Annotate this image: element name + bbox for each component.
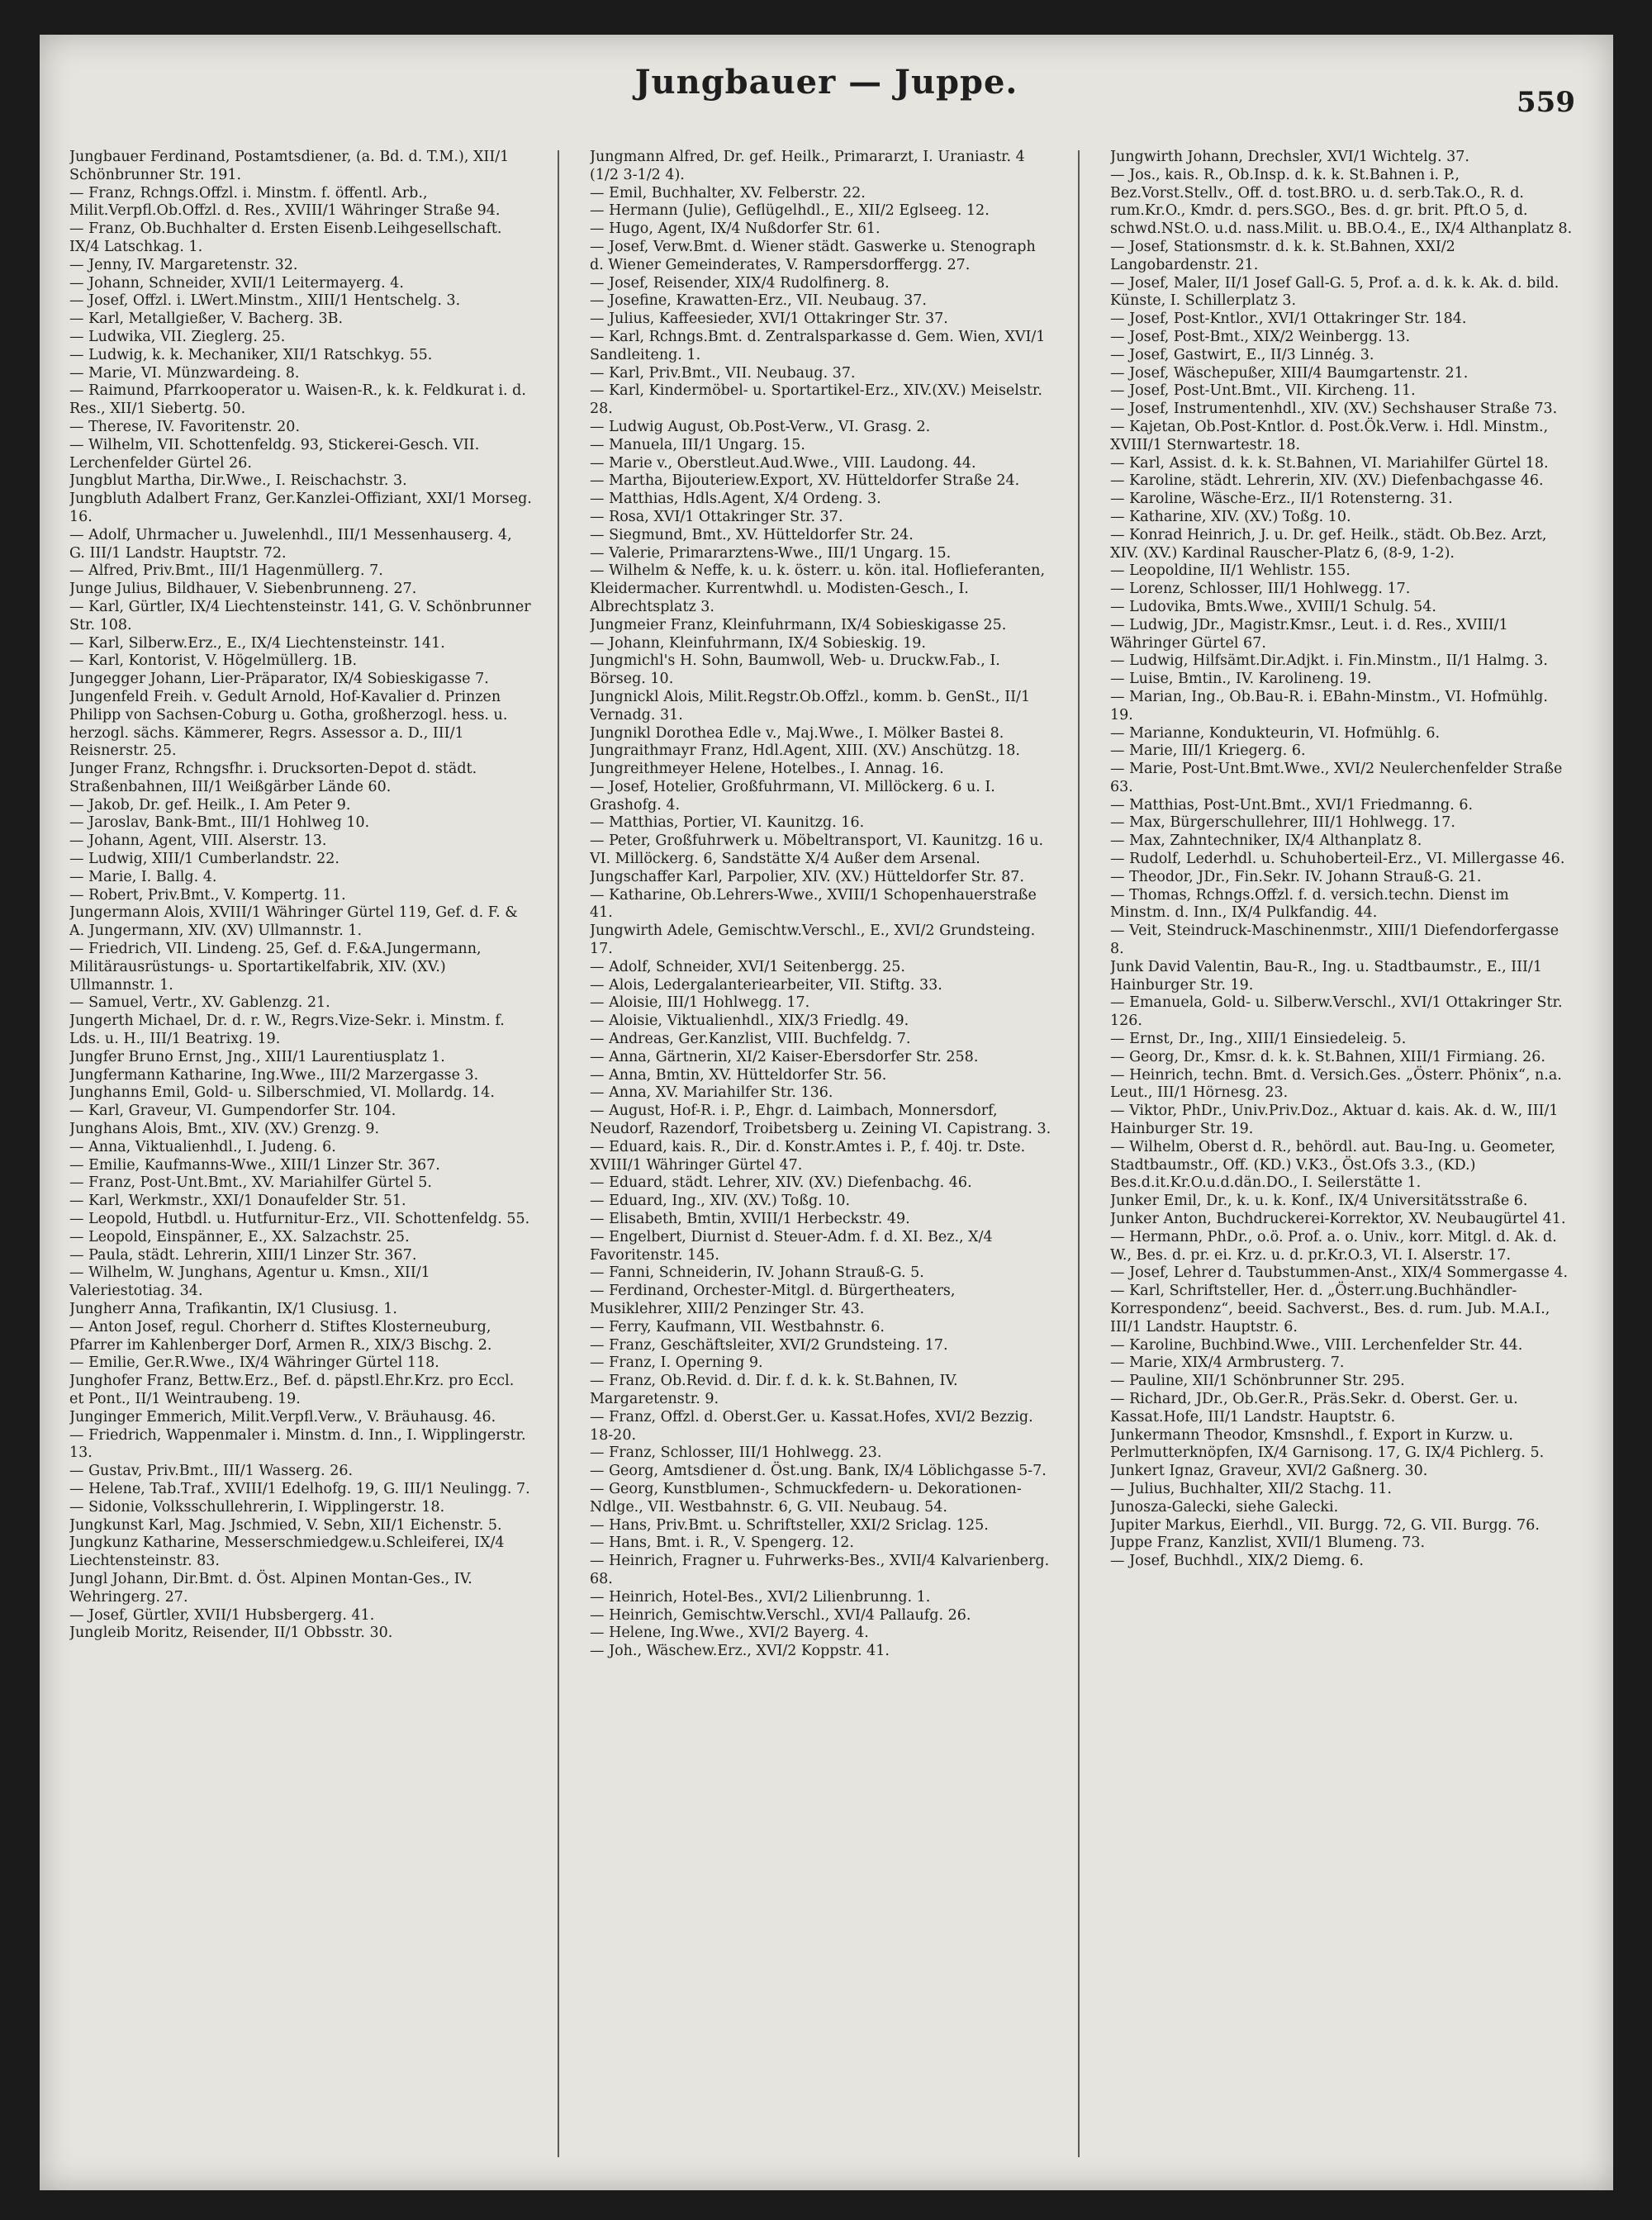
directory-entry: — Jakob, Dr. gef. Heilk., I. Am Peter 9. (69, 796, 351, 814)
directory-entry: — Anna, XV. Mariahilfer Str. 136. (590, 1084, 833, 1102)
directory-entry: — Franz, Post-Unt.Bmt., XV. Mariahilfer Gürtel 5. (69, 1174, 432, 1192)
directory-entry: — Julius, Buchhalter, XII/2 Stachg. 11. (1110, 1480, 1392, 1497)
directory-entry: Jungfer Bruno Ernst, Jng., XIII/1 Laurentiusplatz 1. (69, 1048, 445, 1065)
directory-entry: — Franz, Offzl. d. Oberst.Ger. u. Kassat.Hofes, XVI/2 Bezzig. 18-20. (590, 1408, 1033, 1444)
directory-entry: — Karl, Werkmstr., XXI/1 Donaufelder Str. 51. (69, 1193, 406, 1210)
directory-entry: — Julius, Kaffeesieder, XVI/1 Ottakringer Str. 37. (590, 311, 948, 328)
column-2 (590, 149, 1052, 2164)
directory-entry: — Veit, Steindruck-Maschinenmstr., XIII/1 Diefendorfergasse 8. (1110, 923, 1559, 958)
column-3 (1110, 149, 1573, 2164)
column-rule (558, 150, 559, 2157)
directory-entry: — Adolf, Schneider, XVI/1 Seitenbergg. 25. (590, 958, 905, 975)
directory-entry: — Franz, Schlosser, III/1 Hohlwegg. 23. (590, 1444, 882, 1462)
directory-entry: Junosza-Galecki, siehe Galecki. (1110, 1498, 1339, 1516)
directory-entry: — Josef, Buchhdl., XIX/2 Diemg. 6. (1110, 1553, 1364, 1570)
directory-entry: Junkermann Theodor, Kmsnshdl., f. Export in Kurzw. u. Perlmutterknöpfen, IX/4 Garnisong. 17, G. IX/4 Pichlerg. 5. (1110, 1426, 1545, 1462)
directory-entry: Jungwirth Johann, Drechsler, XVI/1 Wichtelg. 37. (1110, 149, 1469, 165)
directory-entry: — Josef, Lehrer d. Taubstummen-Anst., XIX/4 Sommergasse 4. (1110, 1264, 1569, 1282)
directory-entry: — Adolf, Uhrmacher u. Juwelenhdl., III/1 Messenhauserg. 4, G. III/1 Landstr. Hauptstr. 72. (69, 526, 512, 562)
directory-entry: — Andreas, Ger.Kanzlist, VIII. Buchfeldg. 7. (590, 1031, 911, 1048)
directory-entry: Juppe Franz, Kanzlist, XVII/1 Blumeng. 73. (1110, 1535, 1426, 1552)
directory-entry: — Ludwig, Hilfsämt.Dir.Adjkt. i. Fin.Minstm., II/1 Halmg. 3. (1110, 652, 1548, 670)
directory-entry: — Josef, Verw.Bmt. d. Wiener städt. Gaswerke u. Stenograph d. Wiener Gemeinderates, V. Rampersdorffergg. 27. (590, 238, 1036, 273)
directory-entry: — Viktor, PhDr., Univ.Priv.Doz., Aktuar d. kais. Ak. d. W., III/1 Hainburger Str. 19. (1110, 1103, 1559, 1138)
directory-entry: — Leopold, Einspänner, E., XX. Salzachstr. 25. (69, 1228, 410, 1245)
directory-entry: Junkert Ignaz, Graveur, XVI/2 Gaßnerg. 30. (1110, 1463, 1428, 1480)
directory-entry: — Karl, Metallgießer, V. Bacherg. 3B. (69, 311, 344, 328)
directory-entry: — Josefine, Krawatten-Erz., VII. Neubaug. 37. (590, 292, 927, 310)
directory-entry: — Max, Zahntechniker, IX/4 Althanplatz 8. (1110, 832, 1422, 850)
directory-entry: Jungwirth Adele, Gemischtw.Verschl., E., XVI/2 Grundsteing. 17. (590, 923, 1036, 958)
directory-entry: Jungermann Alois, XVIII/1 Währinger Gürtel 119, Gef. d. F. & A. Jungermann, XIV. (XV) Ullmannstr. 1. (69, 904, 518, 940)
directory-entry: — Wilhelm, W. Junghans, Agentur u. Kmsn., XII/1 Valeriestotiag. 34. (69, 1264, 430, 1300)
directory-entry: Jungreithmeyer Helene, Hotelbes., I. Annag. 16. (590, 761, 944, 778)
directory-entry: — Jenny, IV. Margaretenstr. 32. (69, 256, 298, 273)
directory-entry: — Matthias, Hdls.Agent, X/4 Ordeng. 3. (590, 491, 881, 508)
directory-entry: — Marie, Post-Unt.Bmt.Wwe., XVI/2 Neulerchenfelder Straße 63. (1110, 761, 1563, 795)
directory-entry: Junger Franz, Rchngsfhr. i. Drucksorten-Depot d. städt. Straßenbahnen, III/1 Weißgärber Lände 60. (69, 761, 477, 795)
directory-entry: — Franz, Geschäftsleiter, XVI/2 Grundsteing. 17. (590, 1336, 948, 1354)
directory-entry: — Anna, Gärtnerin, XI/2 Kaiser-Ebersdorfer Str. 258. (590, 1048, 979, 1065)
directory-entry: — Marie, III/1 Kriegerg. 6. (1110, 742, 1306, 760)
directory-entry: — Heinrich, Gemischtw.Verschl., XVI/4 Pallaufg. 26. (590, 1606, 971, 1624)
directory-entry: — Franz, Ob.Buchhalter d. Ersten Eisenb.Leihgesellschaft. IX/4 Latschkag. 1. (69, 221, 502, 255)
page-header: Jungbauer — Juppe. (634, 63, 1018, 102)
directory-entry: — Ernst, Dr., Ing., XIII/1 Einsiedeleig. 5. (1110, 1031, 1407, 1048)
directory-entry: — Leopoldine, II/1 Wehlistr. 155. (1110, 562, 1351, 580)
directory-entry: — Johann, Schneider, XVII/1 Leitermayerg. 4. (69, 274, 404, 292)
directory-entry: — Leopold, Hutbdl. u. Hutfurnitur-Erz., VII. Schottenfeldg. 55. (69, 1211, 530, 1228)
directory-entry: — Josef, Reisender, XIX/4 Rudolfinerg. 8. (590, 274, 890, 292)
directory-entry: — Heinrich, techn. Bmt. d. Versich.Ges. „Österr. Phönix“, n.a. Leut., III/1 Hörnesg. 23. (1110, 1066, 1562, 1102)
directory-entry: — Karoline, Buchbind.Wwe., VIII. Lerchenfelder Str. 44. (1110, 1336, 1523, 1354)
directory-entry: — Siegmund, Bmt., XV. Hütteldorfer Str. 24. (590, 526, 914, 543)
directory-entry: — Heinrich, Hotel-Bes., XVI/2 Lilienbrunng. 1. (590, 1588, 931, 1606)
directory-entry: Jungbluth Adalbert Franz, Ger.Kanzlei-Offiziant, XXI/1 Morseg. 16. (69, 491, 532, 525)
directory-entry: — Marie, VI. Münzwardeing. 8. (69, 364, 300, 382)
directory-entry: Junginger Emmerich, Milit.Verpfl.Verw., V. Bräuhausg. 46. (69, 1408, 496, 1425)
directory-entry: — Josef, Post-Unt.Bmt., VII. Kircheng. 11. (1110, 382, 1416, 400)
directory-entry: — Luise, Bmtin., IV. Karolineng. 19. (1110, 671, 1372, 688)
directory-entry: — Karoline, städt. Lehrerin, XIV. (XV.) Diefenbachgasse 46. (1110, 472, 1544, 490)
directory-entry: — Max, Bürgerschullehrer, III/1 Hohlwegg. 17. (1110, 814, 1455, 832)
directory-entry: Jungkunz Katharine, Messerschmiedgew.u.Schleiferei, IX/4 Liechtensteinstr. 83. (69, 1535, 505, 1570)
directory-entry: Jungl Johann, Dir.Bmt. d. Öst. Alpinen Montan-Ges., IV. Wehringerg. 27. (69, 1570, 472, 1606)
directory-entry: — Anton Josef, regul. Chorherr d. Stiftes Klosterneuburg, Pfarrer im Kahlenberger Dorf, Armen R., XIX/3 Bischg. 2. (69, 1318, 492, 1354)
directory-entry: — Katharine, Ob.Lehrers-Wwe., XVIII/1 Schopenhauerstraße 41. (590, 886, 1037, 922)
directory-entry: — Kajetan, Ob.Post-Kntlor. d. Post.Ök.Verw. i. Hdl. Minstm., XVIII/1 Sternwartestr. 18. (1110, 418, 1549, 453)
directory-entry: — Helene, Tab.Traf., XVIII/1 Edelhofg. 19, G. III/1 Neulingg. 7. (69, 1480, 530, 1497)
directory-entry: — Karl, Graveur, VI. Gumpendorfer Str. 104. (69, 1103, 396, 1120)
directory-entry: — Martha, Bijouteriew.Export, XV. Hütteldorfer Straße 24. (590, 472, 1020, 490)
directory-entry: — Ludovika, Bmts.Wwe., XVIII/1 Schulg. 54. (1110, 598, 1436, 615)
directory-entry: — Rosa, XVI/1 Ottakringer Str. 37. (590, 508, 843, 525)
page-number: 559 (1517, 86, 1575, 119)
directory-entry: — Ludwig, k. k. Mechaniker, XII/1 Ratschkyg. 55. (69, 346, 433, 363)
directory-entry: — Emilie, Ger.R.Wwe., IX/4 Währinger Gürtel 118. (69, 1354, 439, 1372)
directory-entry: — Eduard, städt. Lehrer, XIV. (XV.) Diefenbachg. 46. (590, 1174, 972, 1192)
directory-entry: — Ferdinand, Orchester-Mitgl. d. Bürgertheaters, Musiklehrer, XIII/2 Penzinger Str. 43. (590, 1283, 956, 1317)
directory-entry: — Anna, Bmtin, XV. Hütteldorfer Str. 56. (590, 1066, 887, 1084)
directory-entry: — Marie, I. Ballg. 4. (69, 868, 217, 885)
directory-entry: — Karl, Assist. d. k. k. St.Bahnen, VI. Mariahilfer Gürtel 18. (1110, 454, 1549, 472)
directory-entry: Jungenfeld Freih. v. Gedult Arnold, Hof-Kavalier d. Prinzen Philipp von Sachsen-Coburg u. Gotha, großherzogl. hess. u. herzogl. sächs. Kämmerer, Regrs. Assessor a. D., III/1 Reisnerstr. 25. (69, 688, 508, 760)
directory-entry: — Josef, Stationsmstr. d. k. k. St.Bahnen, XXI/2 Langobardenstr. 21. (1110, 238, 1455, 273)
directory-entry: — Engelbert, Diurnist d. Steuer-Adm. f. d. XI. Bez., X/4 Favoritenstr. 145. (590, 1228, 993, 1264)
directory-entry: — Hans, Bmt. i. R., V. Spengerg. 12. (590, 1535, 854, 1552)
directory-entry: — Friedrich, VII. Lindeng. 25, Gef. d. F.&A.Jungermann, Militärausrüstungs- u. Sportartikelfabrik, XIV. (XV.) Ullmannstr. 1. (69, 941, 482, 994)
directory-entry: — Wilhelm, Oberst d. R., behördl. aut. Bau-Ing. u. Geometer, Stadtbaumstr., Off. (KD.) V.K3., Öst.Ofs 3.3., (KD.) Bes.d.it.Kr.O.u.d.dän.DO., I. Seilerstätte 1. (1110, 1138, 1556, 1192)
directory-entry: — Franz, I. Operning 9. (590, 1354, 763, 1372)
directory-page (40, 35, 1613, 2190)
directory-entry: — Emil, Buchhalter, XV. Felberstr. 22. (590, 184, 866, 202)
directory-entry: — Katharine, XIV. (XV.) Toßg. 10. (1110, 508, 1351, 525)
directory-entry: — Marianne, Kondukteurin, VI. Hofmühlg. 6. (1110, 724, 1441, 742)
directory-entry: — Johann, Kleinfuhrmann, IX/4 Sobieskig. 19. (590, 634, 926, 652)
directory-entry: — Manuela, III/1 Ungarg. 15. (590, 436, 805, 453)
directory-entry: — Alfred, Priv.Bmt., III/1 Hagenmüllerg. 7. (69, 562, 383, 580)
directory-entry: — Sidonie, Volksschullehrerin, I. Wipplingerstr. 18. (69, 1498, 445, 1516)
directory-entry: — Karoline, Wäsche-Erz., II/1 Rotensterng. 31. (1110, 491, 1453, 508)
directory-entry: — Josef, Maler, II/1 Josef Gall-G. 5, Prof. a. d. k. k. Ak. d. bild. Künste, I. Schillerplatz 3. (1110, 274, 1559, 310)
directory-entry: Jungblut Martha, Dir.Wwe., I. Reischachstr. 3. (69, 472, 407, 490)
directory-entry: Junghanns Emil, Gold- u. Silberschmied, VI. Mollardg. 14. (69, 1084, 495, 1102)
directory-entry: Junghans Alois, Bmt., XIV. (XV.) Grenzg. 9. (69, 1121, 380, 1138)
column-1 (69, 149, 532, 2164)
directory-entry: — Georg, Kunstblumen-, Schmuckfedern- u. Dekorationen-Ndlge., VII. Westbahnstr. 6, G. VII. Neubaug. 54. (590, 1480, 1022, 1516)
directory-entry: — Ludwig August, Ob.Post-Verw., VI. Grasg. 2. (590, 418, 931, 435)
directory-entry: Jungfermann Katharine, Ing.Wwe., III/2 Marzergasse 3. (69, 1066, 479, 1084)
directory-entry: — Ludwig, XIII/1 Cumberlandstr. 22. (69, 851, 339, 868)
directory-entry: — Karl, Gürtler, IX/4 Liechtensteinstr. 141, G. V. Schönbrunner Str. 108. (69, 598, 531, 633)
directory-entry: — Karl, Kindermöbel- u. Sportartikel-Erz., XIV.(XV.) Meiselstr. 28. (590, 382, 1042, 418)
directory-entry: — Marie v., Oberstleut.Aud.Wwe., VIII. Laudong. 44. (590, 454, 976, 472)
directory-entry: Jungschaffer Karl, Parpolier, XIV. (XV.) Hütteldorfer Str. 87. (590, 868, 1024, 885)
directory-entry: — Karl, Kontorist, V. Högelmüllerg. 1B. (69, 652, 358, 670)
directory-entry: — Ferry, Kaufmann, VII. Westbahnstr. 6. (590, 1318, 885, 1335)
directory-entry: — Jos., kais. R., Ob.Insp. d. k. k. St.Bahnen i. P., Bez.Vorst.Stellv., Off. d. tost.BRO. u. d. serb.Tak.O., R. d. rum.Kr.O., Kmdr. d. pers.SGO., Bes. d. gr. brit. Pft.O 5, d. schwd.NSt.O. u.d. nass.Milit. u. BB.O.4., E., IX/4 Althanplatz 8. (1110, 166, 1573, 238)
directory-entry: — Helene, Ing.Wwe., XVI/2 Bayerg. 4. (590, 1625, 869, 1642)
directory-entry: — Anna, Viktualienhdl., I. Judeng. 6. (69, 1138, 336, 1155)
directory-entry: Jungerth Michael, Dr. d. r. W., Regrs.Vize-Sekr. i. Minstm. f. Lds. u. H., III/1 Beatrixg. 19. (69, 1013, 505, 1048)
directory-entry: — Ludwika, VII. Zieglerg. 25. (69, 328, 286, 345)
directory-entry: — Heinrich, Fragner u. Fuhrwerks-Bes., XVII/4 Kalvarienberg. 68. (590, 1553, 1050, 1587)
directory-entry: — Josef, Gürtler, XVII/1 Hubsbergerg. 41. (69, 1606, 375, 1624)
directory-entry: — Matthias, Portier, VI. Kaunitzg. 16. (590, 814, 865, 832)
directory-entry: — Hugo, Agent, IX/4 Nußdorfer Str. 61. (590, 221, 881, 238)
directory-entry: Jungleib Moritz, Reisender, II/1 Obbsstr. 30. (69, 1625, 393, 1642)
directory-entry: Jungegger Johann, Lier-Präparator, IX/4 Sobieskigasse 7. (69, 671, 489, 688)
directory-entry: — Karl, Silberw.Erz., E., IX/4 Liechtensteinstr. 141. (69, 634, 445, 652)
directory-entry: — Fanni, Schneiderin, IV. Johann Strauß-G. 5. (590, 1264, 924, 1282)
directory-entry: — Joh., Wäschew.Erz., XVI/2 Koppstr. 41. (590, 1643, 890, 1660)
directory-entry: — Therese, IV. Favoritenstr. 20. (69, 418, 301, 435)
directory-entry: — Richard, JDr., Ob.Ger.R., Präs.Sekr. d. Oberst. Ger. u. Kassat.Hofe, III/1 Landstr. Hauptstr. 6. (1110, 1390, 1518, 1425)
directory-entry: Jungkunst Karl, Mag. Jschmied, V. Sebn, XII/1 Eichenstr. 5. (69, 1516, 502, 1534)
directory-entry: — August, Hof-R. i. P., Ehgr. d. Laimbach, Monnersdorf, Neudorf, Razendorf, Troibetsberg u. Zeining VI. Capistrang. 3. (590, 1103, 1051, 1138)
directory-entry: — Paula, städt. Lehrerin, XIII/1 Linzer Str. 367. (69, 1246, 417, 1264)
directory-entry: — Jaroslav, Bank-Bmt., III/1 Hohlweg 10. (69, 814, 370, 832)
directory-entry: — Franz, Ob.Revid. d. Dir. f. d. k. k. St.Bahnen, IV. Margaretenstr. 9. (590, 1373, 958, 1407)
directory-entry: — Josef, Post-Kntlor., XVI/1 Ottakringer Str. 184. (1110, 311, 1467, 328)
directory-entry: Junker Emil, Dr., k. u. k. Konf., IX/4 Universitätsstraße 6. (1110, 1193, 1528, 1210)
directory-entry: Jungbauer Ferdinand, Postamtsdiener, (a. Bd. d. T.M.), XII/1 Schönbrunner Str. 191. (69, 149, 510, 183)
directory-entry: — Eduard, Ing., XIV. (XV.) Toßg. 10. (590, 1193, 851, 1210)
directory-entry: — Samuel, Vertr., XV. Gablenzg. 21. (69, 994, 330, 1012)
directory-entry: — Lorenz, Schlosser, III/1 Hohlwegg. 17. (1110, 581, 1411, 598)
directory-entry: Jungmeier Franz, Kleinfuhrmann, IX/4 Sobieskigasse 25. (590, 616, 1007, 633)
directory-entry: — Valerie, Primararztens-Wwe., III/1 Ungarg. 15. (590, 544, 952, 562)
directory-entry: Jungraithmayr Franz, Hdl.Agent, XIII. (XV.) Anschützg. 18. (590, 742, 1020, 760)
directory-entry: Junghofer Franz, Bettw.Erz., Bef. d. päpstl.Ehr.Krz. pro Eccl. et Pont., II/1 Weintraubeng. 19. (69, 1373, 515, 1407)
directory-entry: — Josef, Offzl. i. LWert.Minstm., XIII/1 Hentschelg. 3. (69, 292, 461, 310)
directory-entry: — Friedrich, Wappenmaler i. Minstm. d. Inn., I. Wipplingerstr. 13. (69, 1426, 526, 1462)
directory-entry: Jungnikl Dorothea Edle v., Maj.Wwe., I. Mölker Bastei 8. (590, 724, 1004, 742)
directory-entry: — Theodor, JDr., Fin.Sekr. IV. Johann Strauß-G. 21. (1110, 868, 1482, 885)
column-rule (1078, 150, 1080, 2157)
directory-entry: — Josef, Gastwirt, E., II/3 Linnég. 3. (1110, 346, 1374, 363)
directory-entry: Junk David Valentin, Bau-R., Ing. u. Stadtbaumstr., E., III/1 Hainburger Str. 19. (1110, 958, 1542, 994)
directory-entry: — Marie, XIX/4 Armbrusterg. 7. (1110, 1354, 1345, 1372)
directory-entry: Jupiter Markus, Eierhdl., VII. Burgg. 72, G. VII. Burgg. 76. (1110, 1516, 1540, 1534)
directory-entry: — Eduard, kais. R., Dir. d. Konstr.Amtes i. P., f. 40j. tr. Dste. XVIII/1 Währinger Gürtel 47. (590, 1138, 1026, 1174)
directory-entry: — Thomas, Rchngs.Offzl. f. d. versich.techn. Dienst im Minstm. d. Inn., IX/4 Pulkfandig. 44. (1110, 886, 1509, 922)
directory-entry: — Karl, Rchngs.Bmt. d. Zentralsparkasse d. Gem. Wien, XVI/1 Sandleiteng. 1. (590, 328, 1046, 363)
directory-entry: — Hans, Priv.Bmt. u. Schriftsteller, XXI/2 Sriclag. 125. (590, 1516, 989, 1534)
directory-entry: — Georg, Dr., Kmsr. d. k. k. St.Bahnen, XIII/1 Firmiang. 26. (1110, 1048, 1545, 1065)
directory-entry: — Matthias, Post-Unt.Bmt., XVI/1 Friedmanng. 6. (1110, 796, 1474, 814)
directory-entry: — Marian, Ing., Ob.Bau-R. i. EBahn-Minstm., VI. Hofmühlg. 19. (1110, 688, 1548, 723)
directory-entry: — Ludwig, JDr., Magistr.Kmsr., Leut. i. d. Res., XVIII/1 Währinger Gürtel 67. (1110, 616, 1508, 652)
directory-entry: — Rudolf, Lederhdl. u. Schuhoberteil-Erz., VI. Millergasse 46. (1110, 851, 1565, 868)
directory-entry: Jungherr Anna, Trafikantin, IX/1 Clusiusg. 1. (69, 1301, 397, 1317)
directory-entry: — Aloisie, Viktualienhdl., XIX/3 Friedlg. 49. (590, 1013, 909, 1030)
directory-entry: Junge Julius, Bildhauer, V. Siebenbrunneng. 27. (69, 581, 417, 598)
directory-entry: — Aloisie, III/1 Hohlwegg. 17. (590, 994, 810, 1012)
directory-entry: — Konrad Heinrich, J. u. Dr. gef. Heilk., städt. Ob.Bez. Arzt, XIV. (XV.) Kardinal Rauscher-Platz 6, (8-9, 1-2). (1110, 526, 1547, 562)
directory-entry: — Emanuela, Gold- u. Silberw.Verschl., XVI/1 Ottakringer Str. 126. (1110, 994, 1563, 1030)
directory-entry: — Georg, Amtsdiener d. Öst.ung. Bank, IX/4 Löblichgasse 5-7. (590, 1463, 1047, 1480)
directory-entry: Jungmichl's H. Sohn, Baumwoll, Web- u. Druckw.Fab., I. Börseg. 10. (590, 652, 1000, 688)
directory-entry: — Josef, Post-Bmt., XIX/2 Weinbergg. 13. (1110, 328, 1411, 345)
directory-entry: Jungmann Alfred, Dr. gef. Heilk., Primararzt, I. Uraniastr. 4 (1/2 3-1/2 4). (590, 149, 1025, 183)
directory-entry: — Hermann (Julie), Geflügelhdl., E., XII/2 Eglseeg. 12. (590, 202, 990, 220)
directory-entry: Junker Anton, Buchdruckerei-Korrektor, XV. Neubaugürtel 41. (1110, 1211, 1566, 1228)
directory-entry: Jungnickl Alois, Milit.Regstr.Ob.Offzl., komm. b. GenSt., II/1 Vernadg. 31. (590, 688, 1031, 723)
directory-entry: — Wilhelm, VII. Schottenfeldg. 93, Stickerei-Gesch. VII. Lerchenfelder Gürtel 26. (69, 436, 480, 472)
directory-entry: — Elisabeth, Bmtin, XVIII/1 Herbeckstr. 49. (590, 1211, 910, 1228)
directory-entry: — Josef, Instrumentenhdl., XIV. (XV.) Sechshauser Straße 73. (1110, 401, 1558, 418)
directory-entry: — Johann, Agent, VIII. Alserstr. 13. (69, 832, 327, 850)
directory-entry: — Gustav, Priv.Bmt., III/1 Wasserg. 26. (69, 1463, 354, 1480)
directory-entry: — Josef, Hotelier, Großfuhrmann, VI. Millöckerg. 6 u. I. Grashofg. 4. (590, 778, 995, 814)
directory-entry: — Hermann, PhDr., o.ö. Prof. a. o. Univ., korr. Mitgl. d. Ak. d. W., Bes. d. pr. ei. Krz. u. d. pr.Kr.O.3, VI. I. Alserstr. 17. (1110, 1228, 1557, 1264)
directory-entry: — Peter, Großfuhrwerk u. Möbeltransport, VI. Kaunitzg. 16 u. VI. Millöckerg. 6, Sandstätte X/4 Außer dem Arsenal. (590, 832, 1044, 868)
directory-entry: — Franz, Rchngs.Offzl. i. Minstm. f. öffentl. Arb., Milit.Verpfl.Ob.Offzl. d. Res., XVIII/1 Währinger Straße 94. (69, 184, 501, 220)
directory-entry: — Raimund, Pfarrkooperator u. Waisen-R., k. k. Feldkurat i. d. Res., XII/1 Siebertg. 50. (69, 382, 526, 418)
directory-entry: — Wilhelm & Neffe, k. u. k. österr. u. kön. ital. Hoflieferanten, Kleidermacher. Kurrentwhdl. u. Modisten-Gesch., I. Albrechtsplatz 3. (590, 562, 1046, 615)
directory-entry: — Robert, Priv.Bmt., V. Kompertg. 11. (69, 886, 346, 904)
directory-entry: — Pauline, XII/1 Schönbrunner Str. 295. (1110, 1373, 1405, 1390)
directory-entry: — Josef, Wäschepußer, XIII/4 Baumgartenstr. 21. (1110, 364, 1469, 382)
directory-entry: — Karl, Schriftsteller, Her. d. „Österr.ung.Buchhändler-Korrespondenz“, beeid. Sachverst., Bes. d. rum. Jub. M.A.I., III/1 Landstr. Hauptstr. 6. (1110, 1283, 1550, 1335)
directory-entry: — Emilie, Kaufmanns-Wwe., XIII/1 Linzer Str. 367. (69, 1156, 440, 1174)
directory-entry: — Karl, Priv.Bmt., VII. Neubaug. 37. (590, 364, 856, 382)
directory-entry: — Alois, Ledergalanteriearbeiter, VII. Stiftg. 33. (590, 976, 942, 994)
